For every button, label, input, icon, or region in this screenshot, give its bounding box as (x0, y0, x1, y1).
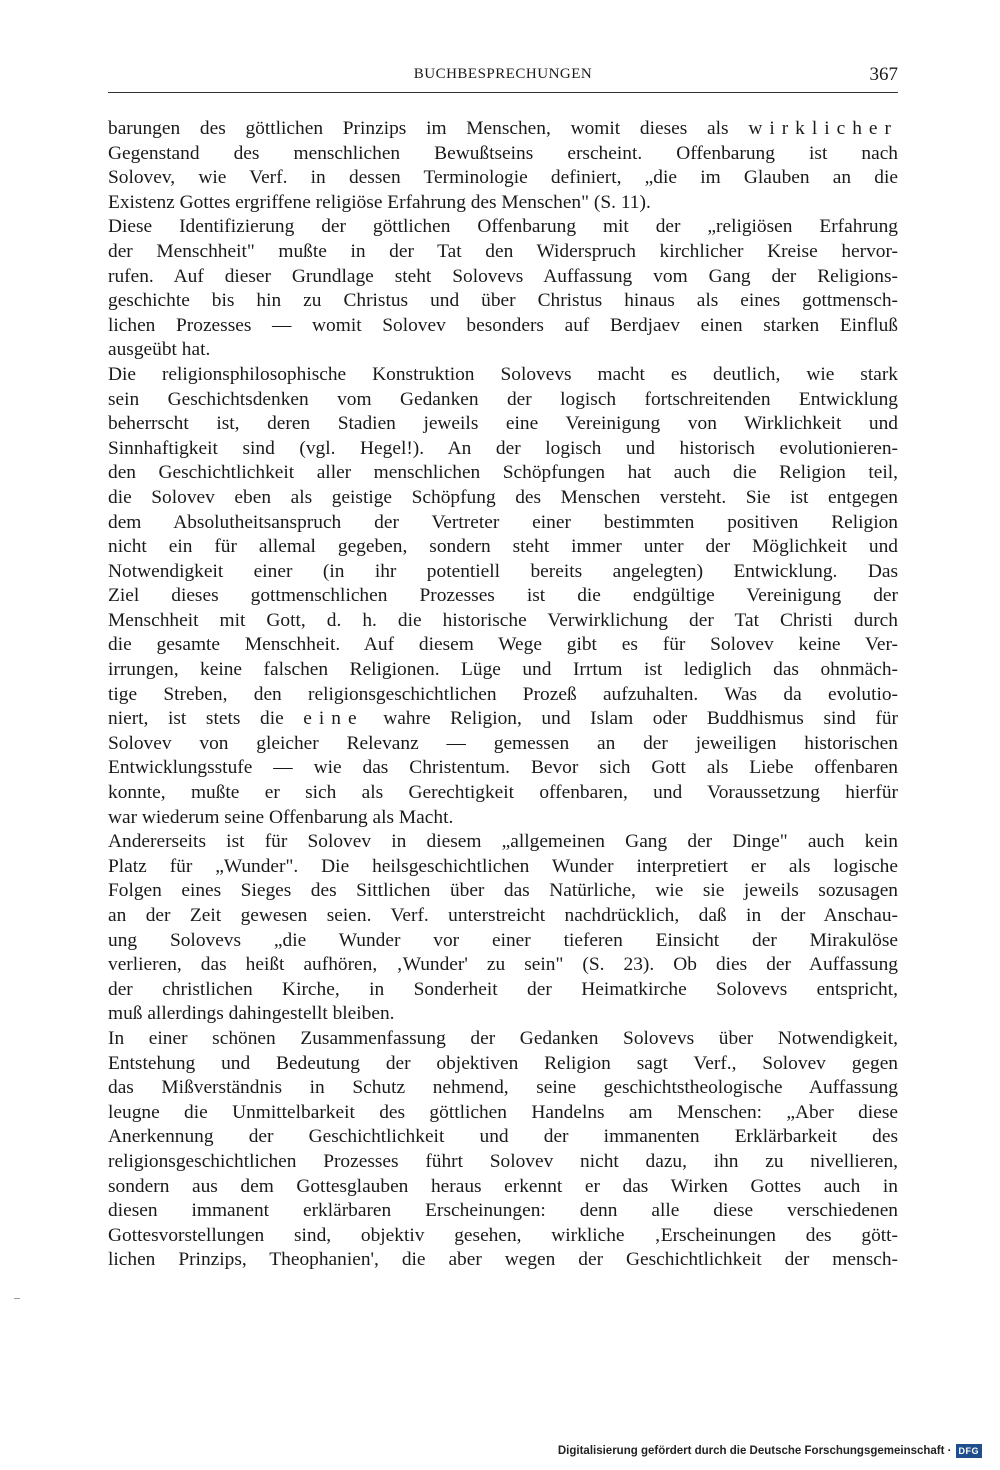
paragraph (108, 363, 898, 830)
text-line: Sinnhaftigkeit sind (vgl. Hegel!). An der logisch und historisch evolutionieren- (108, 437, 898, 459)
text-line: der christlichen Kirche, in Sonderheit der Heimatkirche Solovevs entspricht, (108, 978, 898, 1000)
page-number: 367 (869, 64, 898, 85)
text-line: lichen Prinzips, Theophanien', die aber wegen der Geschichtlichkeit der mensch- (108, 1249, 898, 1271)
text-line: ausgeübt hat. (108, 339, 211, 361)
text-line: geschichte bis hin zu Christus und über Christus hinaus als eines gottmensch- (108, 290, 898, 312)
text-line: Die religionsphilosophische Konstruktion Solovevs macht es deutlich, wie stark (108, 363, 898, 385)
paragraph (108, 117, 898, 215)
text-line: leugne die Unmittelbarkeit des göttlichen Handelns am Menschen: „Aber diese (108, 1101, 898, 1123)
text-line: religionsgeschichtlichen Prozesses führt Solovev nicht dazu, ihn zu nivellieren, (108, 1150, 898, 1172)
text-line: Andererseits ist für Solovev in diesem „allgemeinen Gang der Dinge" auch kein (108, 831, 898, 853)
text-line: Anerkennung der Geschichtlichkeit und der immanenten Erklärbarkeit des (108, 1126, 898, 1148)
text-line: Notwendigkeit einer (in ihr potentiell bereits angelegten) Entwicklung. Das (108, 560, 898, 582)
text-line: die gesamte Menschheit. Auf diesem Wege gibt es für Solovev keine Ver- (108, 634, 898, 656)
text-line: war wiederum seine Offenbarung als Macht. (108, 806, 454, 828)
text-line: Entstehung und Bedeutung der objektiven Religion sagt Verf., Solovev gegen (108, 1052, 898, 1074)
paragraph (108, 215, 898, 363)
text-line: Gottesvorstellungen sind, objektiv gesehen, wirkliche ‚Erscheinungen des gött- (108, 1224, 898, 1246)
text-line: Ziel dieses gottmenschlichen Prozesses ist die endgültige Vereinigung der (108, 585, 898, 607)
text-line: Platz für „Wunder". Die heilsgeschichtlichen Wunder interpretiert er als logische (108, 855, 898, 877)
text-line: diesen immanent erklärbaren Erscheinungen: denn alle diese verschiedenen (108, 1200, 898, 1222)
text-line: an der Zeit gewesen seien. Verf. unterstreicht nachdrücklich, daß in der Anschau- (108, 905, 898, 926)
paragraph (108, 1027, 898, 1273)
text-line: den Geschichtlichkeit aller menschlichen Schöpfungen hat auch die Religion teil, (108, 462, 898, 484)
dfg-logo-icon: DFG (956, 1444, 983, 1458)
body-text (108, 117, 898, 1273)
text-line: sein Geschichtsdenken vom Gedanken der logisch fortschreitenden Entwicklung (108, 388, 898, 410)
text-line: sondern aus dem Gottesglauben heraus erkennt er das Wirken Gottes auch in (108, 1175, 898, 1197)
text-line: Solovev von gleicher Relevanz — gemessen an der jeweiligen historischen (108, 732, 898, 754)
text-line: niert, ist stets die eine wahre Religion, und Islam oder Buddhismus sind für (108, 708, 898, 730)
credit-text: Digitalisierung gefördert durch die Deutsche Forschungsgemeinschaft · (557, 1445, 952, 1457)
text-line: In einer schönen Zusammenfassung der Gedanken Solovevs über Notwendigkeit, (108, 1027, 898, 1049)
text-line: rufen. Auf dieser Grundlage steht Solovevs Auffassung vom Gang der Religions- (108, 265, 898, 287)
text-line: dem Absolutheitsanspruch der Vertreter einer bestimmten positiven Religion (108, 511, 898, 533)
text-line: Gegenstand des menschlichen Bewußtseins erscheint. Offenbarung ist nach (108, 142, 898, 164)
text-line: beherrscht ist, deren Stadien jeweils eine Vereinigung von Wirklichkeit und (108, 413, 898, 435)
text-line: muß allerdings dahingestellt bleiben. (108, 1003, 395, 1025)
text-line: Solovev, wie Verf. in dessen Terminologie definiert, „die im Glauben an die (108, 167, 898, 189)
text-line: ung Solovevs „die Wunder vor einer tieferen Einsicht der Mirakulöse (108, 929, 898, 951)
digitization-credit (558, 1444, 982, 1458)
text-line: Diese Identifizierung der göttlichen Offenbarung mit der „religiösen Erfahrung (108, 216, 898, 238)
text-line: irrungen, keine falschen Religionen. Lüge und Irrtum ist lediglich das ohnmäch- (108, 659, 898, 681)
text-line: das Mißverständnis in Schutz nehmend, seine geschichtstheologische Auffassung (108, 1077, 898, 1099)
text-line: Menschheit mit Gott, d. h. die historische Verwirklichung der Tat Christi durch (108, 609, 898, 631)
text-line: Folgen eines Sieges des Sittlichen über das Natürliche, wie sie jeweils sozusagen (108, 880, 898, 902)
text-line: die Solovev eben als geistige Schöpfung des Menschen versteht. Sie ist entgegen (108, 486, 898, 508)
paragraph (108, 830, 898, 1027)
spaced-emphasis: wirklicher (748, 118, 898, 139)
text-line: tige Streben, den religionsgeschichtlichen Prozeß aufzuhalten. Was da evolutio- (108, 683, 898, 705)
running-header (108, 64, 898, 93)
text-line: Entwicklungsstufe — wie das Christentum. Bevor sich Gott als Liebe offenbaren (108, 757, 898, 779)
text-line: der Menschheit" mußte in der Tat den Widerspruch kirchlicher Kreise hervor- (108, 240, 898, 262)
text-line: Existenz Gottes ergriffene religiöse Erfahrung des Menschen" (S. 11). (108, 191, 651, 213)
text-line: nicht ein für allemal gegeben, sondern steht immer unter der Möglichkeit und (108, 536, 898, 558)
text-line: konnte, mußte er sich als Gerechtigkeit offenbaren, und Voraussetzung hierfür (108, 782, 898, 804)
margin-mark (14, 1298, 20, 1299)
spaced-emphasis: eine (303, 708, 364, 730)
text-line: barungen des göttlichen Prinzips im Menschen, womit dieses als wirklicher (108, 118, 898, 139)
header-title: BUCHBESPRECHUNGEN (413, 66, 593, 82)
text-line: verlieren, das heißt aufhören, ‚Wunder' zu sein" (S. 23). Ob dies der Auffassung (108, 954, 898, 976)
text-line: lichen Prozesses — womit Solovev besonders auf Berdjaev einen starken Einfluß (108, 314, 898, 336)
